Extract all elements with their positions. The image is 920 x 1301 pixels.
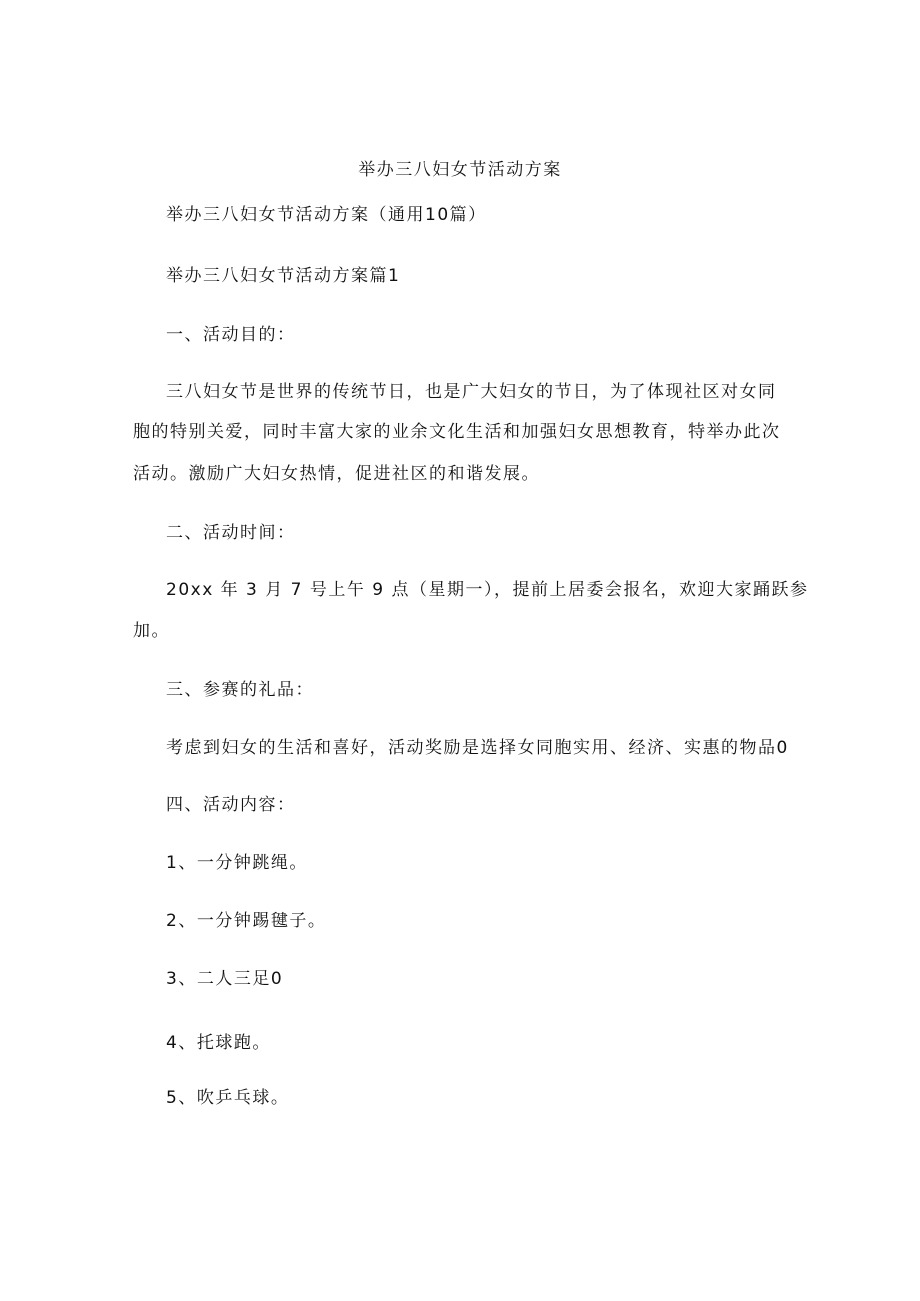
heading-content: 四、活动内容：	[166, 795, 296, 815]
heading-purpose: 一、活动目的：	[166, 325, 296, 345]
heading-prizes: 三、参赛的礼品：	[166, 680, 314, 700]
section-heading: 举办三八妇女节活动方案篇1	[166, 266, 401, 286]
document-title: 举办三八妇女节活动方案	[358, 160, 562, 180]
list-item: 4、托球跑。	[166, 1033, 271, 1053]
paragraph-line: 20xx 年 3 月 7 号上午 9 点（星期一），提前上居委会报名，欢迎大家踊跃参	[166, 580, 809, 600]
paragraph-line: 活动。激励广大妇女热情，促进社区的和谐发展。	[133, 464, 540, 484]
list-item: 3、二人三足0	[166, 969, 284, 989]
paragraph-line: 加。	[133, 621, 170, 641]
paragraph-line: 三八妇女节是世界的传统节日，也是广大妇女的节日，为了体现社区对女同	[166, 382, 777, 402]
document-subtitle: 举办三八妇女节活动方案（通用10篇）	[166, 205, 487, 225]
list-item: 2、一分钟踢毽子。	[166, 911, 327, 931]
paragraph-line: 胞的特别关爱，同时丰富大家的业余文化生活和加强妇女思想教育，特举办此次	[133, 422, 781, 442]
list-item: 1、一分钟跳绳。	[166, 853, 308, 873]
paragraph-line: 考虑到妇女的生活和喜好，活动奖励是选择女同胞实用、经济、实惠的物品0	[166, 738, 789, 758]
list-item: 5、吹乒乓球。	[166, 1088, 290, 1108]
heading-time: 二、活动时间：	[166, 523, 296, 543]
